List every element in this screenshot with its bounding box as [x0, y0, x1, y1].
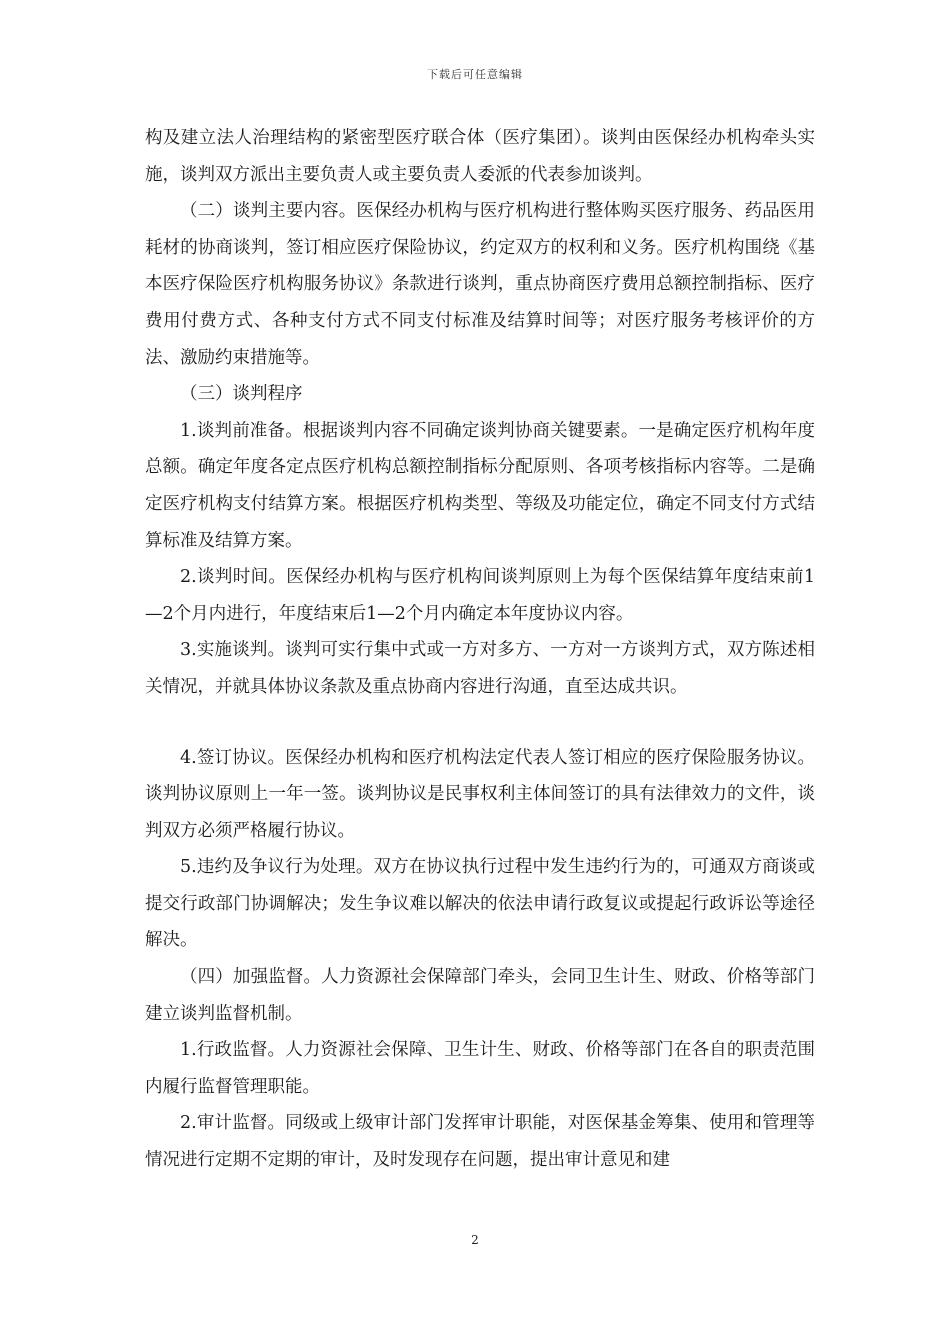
paragraph-negotiation-time: 2.谈判时间。医保经办机构与医疗机构间谈判原则上为每个医保结算年度结束前1—2个月内进行，年度结束后1—2个月内确定本年度协议内容。: [145, 567, 815, 624]
paragraph-negotiation-content: （二）谈判主要内容。医保经办机构与医疗机构进行整体购买医疗服务、药品医用耗材的协商谈判，签订相应医疗保险协议，约定双方的权利和义务。医疗机构围绕《基本医疗保险医疗机构服务协议》条款进行谈判，重点协商医疗费用总额控制指标、医疗费用付费方式、各种支付方式不同支付标准及结算时间等；对医疗服务考核评价的方法、激励约束措施等。: [145, 201, 815, 368]
paragraph-dispute-handling: 5.违约及争议行为处理。双方在协议执行过程中发生违约行为的，可通双方商谈或提交行政部门协调解决；发生争议难以解决的依法申请行政复议或提起行政诉讼等途径解决。: [145, 857, 815, 951]
paragraph-gap: [145, 706, 815, 740]
paragraph-implementation: 3.实施谈判。谈判可实行集中式或一方对多方、一方对一方谈判方式，双方陈述相关情况，并就具体协议条款及重点协商内容进行沟通，直至达成共识。: [145, 640, 815, 697]
page-number: 2: [471, 1233, 479, 1247]
paragraph-audit-supervision: 2.审计监督。同级或上级审计部门发挥审计职能，对医保基金筹集、使用和管理等情况进行定期不定期的审计，及时发现存在问题，提出审计意见和建: [145, 1113, 815, 1171]
paragraph-administrative-supervision: 1.行政监督。人力资源社会保障、卫生计生、财政、价格等部门在各自的职责范围内履行监督管理职能。: [145, 1040, 815, 1097]
paragraph-continuation: 构及建立法人治理结构的紧密型医疗联合体（医疗集团）。谈判由医保经办机构牵头实施，谈判双方派出主要负责人或主要负责人委派的代表参加谈判。: [145, 128, 815, 185]
paragraph-strengthen-supervision: （四）加强监督。人力资源社会保障部门牵头，会同卫生计生、财政、价格等部门建立谈判监督机制。: [145, 967, 815, 1024]
document-body: [145, 120, 815, 1179]
paragraph-sign-agreement: 4.签订协议。医保经办机构和医疗机构法定代表人签订相应的医疗保险服务协议。谈判协议原则上一年一签。谈判协议是民事权利主体间签订的具有法律效力的文件，谈判双方必须严格履行协议。: [145, 747, 815, 841]
page-header: 下载后可任意编辑: [427, 68, 523, 81]
heading-negotiation-procedure: （三）谈判程序: [180, 384, 303, 405]
paragraph-preparation: 1.谈判前准备。根据谈判内容不同确定谈判协商关键要素。一是确定医疗机构年度总额。确定年度各定点医疗机构总额控制指标分配原则、各项考核指标内容等。二是确定医疗机构支付结算方案。根据医疗机构类型、等级及功能定位，确定不同支付方式结算标准及结算方案。: [145, 420, 815, 551]
